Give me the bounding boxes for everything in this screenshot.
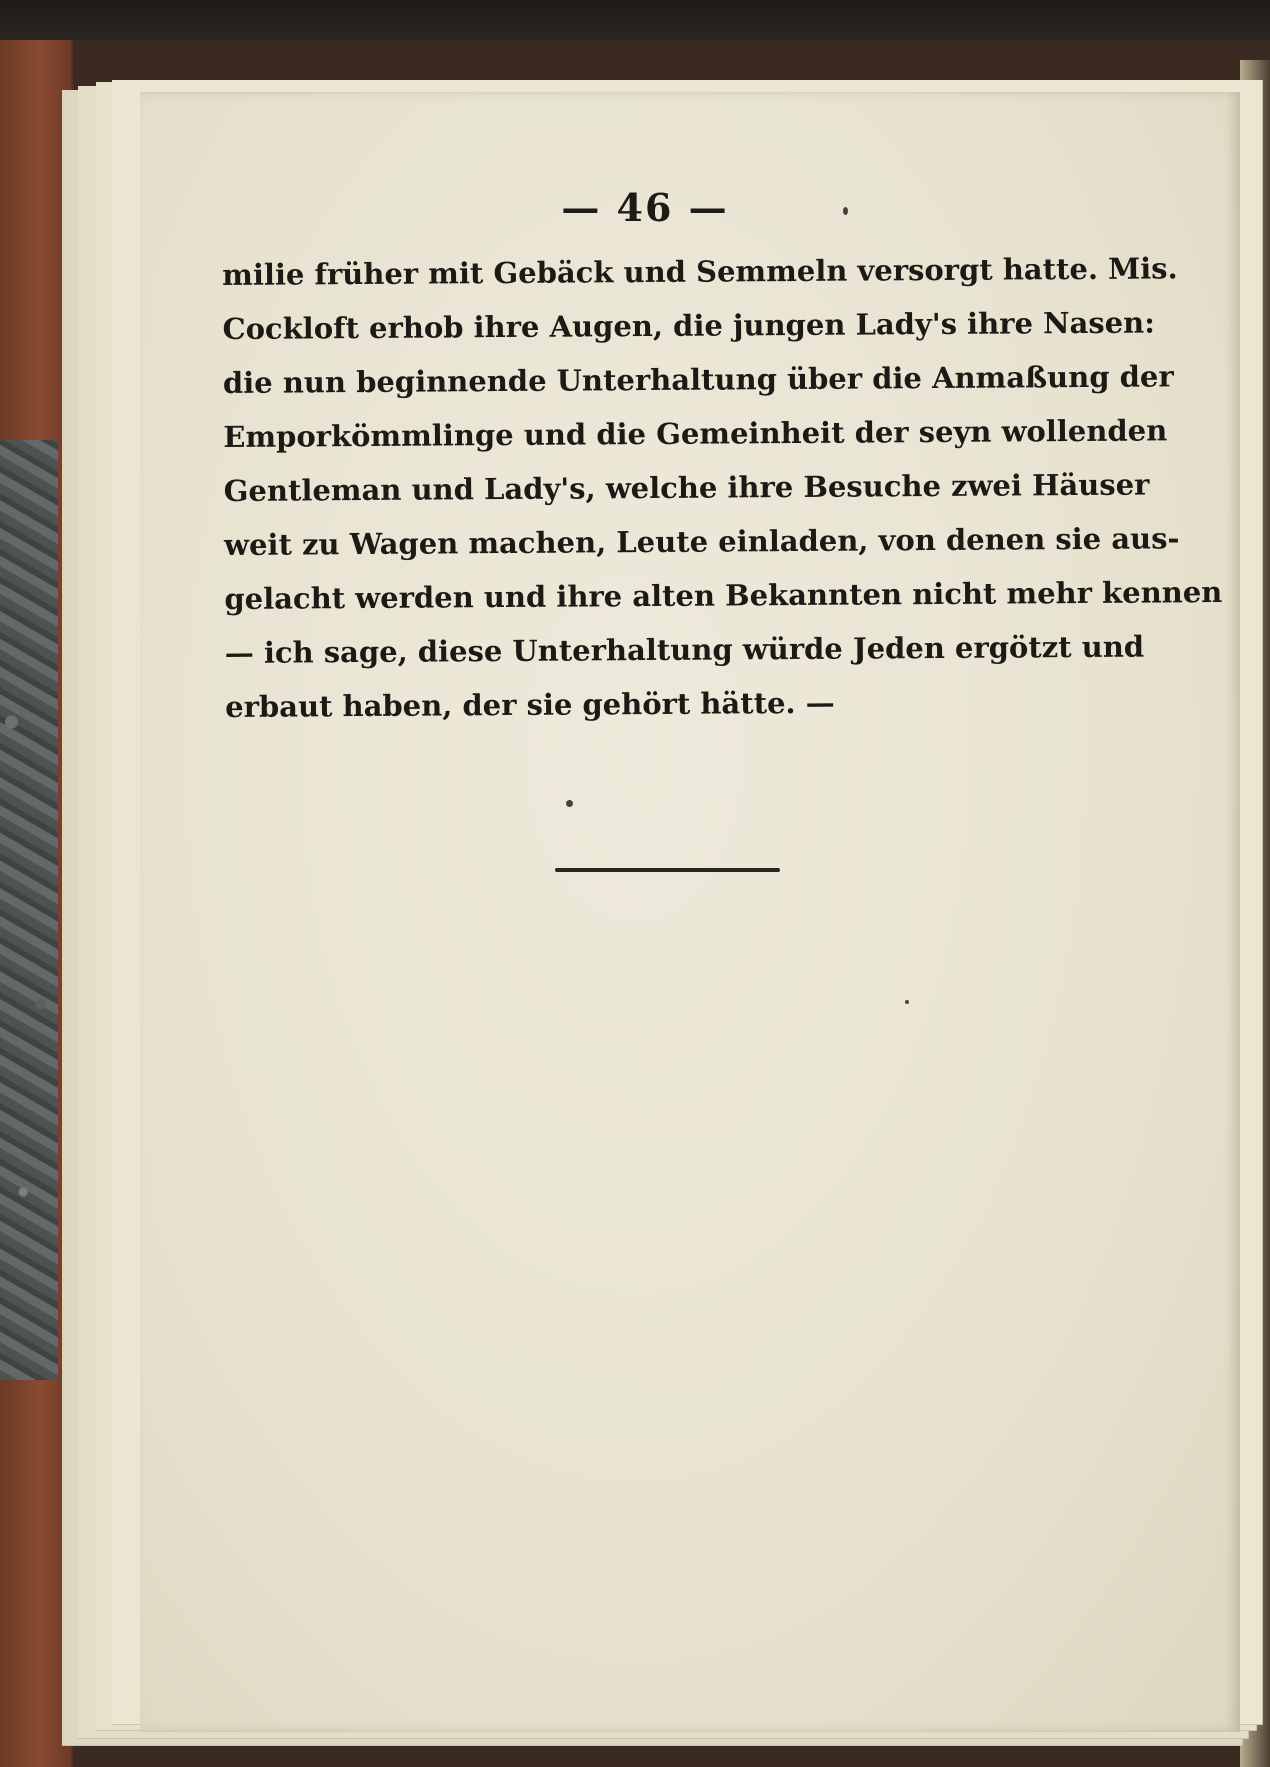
text-line: die nun beginnende Unterhaltung über die Anmaßung der (222, 359, 1174, 400)
text-line: Cockloft erhob ihre Augen, die jungen Lady's ihre Nasen: (222, 305, 1156, 346)
text-line: erbaut haben, der sie gehört hätte. — (225, 685, 835, 724)
ink-spot (905, 1000, 909, 1004)
page-body-text (222, 242, 1223, 734)
text-line: weit zu Wagen machen, Leute einladen, von denen sie aus- (223, 521, 1180, 562)
text-line: gelacht werden und ihre alten Bekannten nicht mehr kennen (224, 575, 1223, 616)
ink-spot (566, 800, 573, 807)
text-line: — ich sage, diese Unterhaltung würde Jeden ergötzt und (224, 629, 1145, 670)
ink-spot (843, 207, 848, 215)
text-line: milie früher mit Gebäck und Semmeln versorgt hatte. Mis. (222, 251, 1178, 292)
book-cover-marbled-paper (0, 440, 58, 1380)
page-number: — 46 — (561, 185, 729, 230)
section-end-rule (555, 868, 780, 872)
text-line: Gentleman und Lady's, welche ihre Besuche zwei Häuser (223, 467, 1150, 508)
text-line: Emporkömmlinge und die Gemeinheit der seyn wollenden (223, 413, 1168, 454)
